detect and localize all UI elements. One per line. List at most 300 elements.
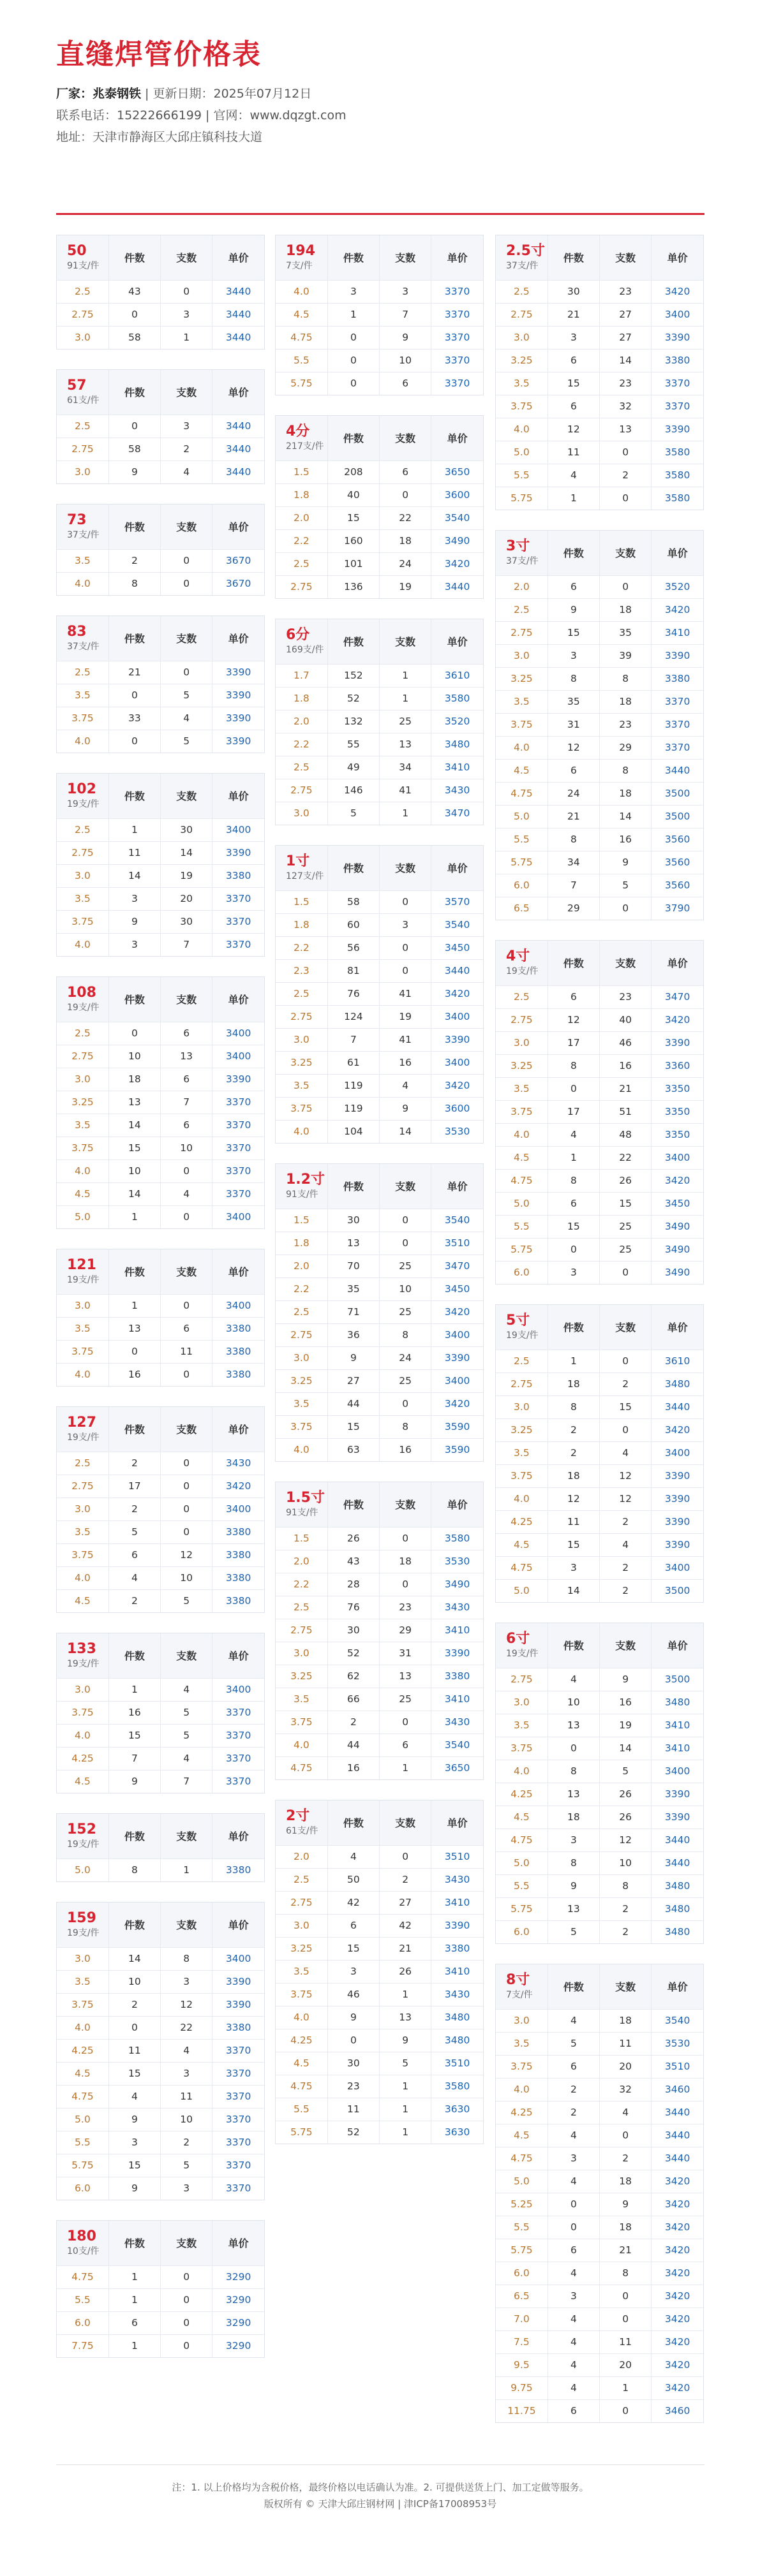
thickness-cell: 4.75 <box>496 1169 548 1192</box>
price-cell: 3600 <box>431 1097 483 1120</box>
price-cell: 3430 <box>431 1596 483 1619</box>
header-pieces: 件数 <box>327 1164 379 1209</box>
header-pieces: 件数 <box>548 941 599 985</box>
count-cell: 10 <box>380 349 431 372</box>
count-cell: 8 <box>600 667 652 690</box>
pieces-cell: 0 <box>108 1340 160 1363</box>
pieces-per-bundle: 217支/件 <box>286 441 324 452</box>
count-cell: 12 <box>161 1993 212 2016</box>
header-count: 支数 <box>380 235 431 280</box>
header-price: 单价 <box>431 1482 483 1527</box>
count-cell: 1 <box>380 2075 431 2098</box>
table-header-row <box>57 1903 264 1947</box>
thickness-cell: 5.0 <box>57 1858 108 1881</box>
thickness-cell: 5.0 <box>496 1851 548 1874</box>
pieces-cell: 6 <box>327 1914 379 1937</box>
count-cell: 0 <box>161 2288 212 2311</box>
table-row <box>276 664 483 687</box>
count-cell: 41 <box>380 1028 431 1051</box>
pieces-cell: 6 <box>548 395 599 418</box>
price-cell: 3370 <box>652 372 703 395</box>
header-count: 支数 <box>161 977 212 1022</box>
count-cell: 1 <box>380 802 431 825</box>
thickness-cell: 4.25 <box>496 1783 548 1806</box>
count-cell: 0 <box>380 1527 431 1550</box>
price-cell: 3420 <box>652 280 703 303</box>
header-count: 支数 <box>380 846 431 890</box>
spec-header <box>496 1964 548 2009</box>
price-cell: 3390 <box>212 1970 264 1993</box>
thickness-cell: 5.5 <box>276 2098 327 2121</box>
price-cell: 3440 <box>225 332 251 344</box>
table-row <box>57 2108 264 2131</box>
price-block <box>56 369 265 484</box>
table-row <box>276 1255 483 1277</box>
pieces-per-bundle: 127支/件 <box>286 871 324 881</box>
price-cell: 3490 <box>431 529 483 552</box>
price-cell: 3440 <box>431 959 483 982</box>
price-block <box>56 1902 265 2200</box>
count-cell: 30 <box>161 910 212 933</box>
price-cell: 3450 <box>652 1192 703 1215</box>
thickness-cell: 3.0 <box>276 1642 327 1665</box>
price-cell: 3670 <box>225 578 251 590</box>
page-footer <box>56 2464 704 2512</box>
header-price: 单价 <box>212 370 264 415</box>
pieces-cell: 40 <box>327 483 379 506</box>
price-cell: 3500 <box>664 1585 690 1597</box>
table-row <box>276 1005 483 1028</box>
count-cell: 12 <box>600 1829 652 1851</box>
pieces-cell: 21 <box>548 805 599 828</box>
count-cell: 13 <box>380 2006 431 2029</box>
pieces-cell: 9 <box>108 2108 160 2131</box>
table-row <box>496 2170 703 2193</box>
thickness-cell: 3.0 <box>57 1678 108 1701</box>
table-header-row <box>57 977 264 1022</box>
table-header-row <box>496 941 703 985</box>
count-cell: 21 <box>380 1937 431 1960</box>
thickness-cell: 3.5 <box>57 887 108 910</box>
spec-name: 5寸 <box>506 1312 530 1328</box>
table-row <box>276 779 483 802</box>
price-cell: 3410 <box>431 756 483 779</box>
pieces-cell: 14 <box>108 1114 160 1137</box>
price-cell: 3460 <box>652 2078 703 2101</box>
spec-header <box>276 416 327 460</box>
footer-note: 注：1. 以上价格均为含税价格，最终价格以电话确认为准。2. 可提供送货上门、加工定做等服务。 <box>172 2482 589 2493</box>
pieces-cell: 2 <box>548 1441 599 1464</box>
table-row <box>57 910 264 933</box>
table-row <box>276 1074 483 1097</box>
pieces-cell: 0 <box>327 2029 379 2052</box>
thickness-cell: 4.0 <box>276 280 327 303</box>
price-block <box>56 773 265 957</box>
count-cell: 9 <box>380 1097 431 1120</box>
spec-name: 4分 <box>286 423 310 439</box>
thickness-cell: 3.25 <box>276 1051 327 1074</box>
spec-header <box>57 370 108 415</box>
pieces-cell: 5 <box>548 2032 599 2055</box>
pieces-per-bundle: 7支/件 <box>506 1989 533 2000</box>
spec-name: 6寸 <box>506 1630 530 1647</box>
count-cell: 14 <box>600 349 652 372</box>
price-block <box>495 530 704 920</box>
pieces-cell: 1 <box>548 1146 599 1169</box>
thickness-cell: 5.0 <box>57 2108 108 2131</box>
table-header-row <box>57 616 264 661</box>
count-cell: 23 <box>600 372 652 395</box>
thickness-cell: 4.0 <box>276 1733 327 1756</box>
table-row <box>496 372 703 395</box>
header-pieces: 件数 <box>108 2221 160 2265</box>
table-row <box>276 733 483 756</box>
price-table <box>496 1964 703 2422</box>
table-row <box>57 1045 264 1068</box>
spec-name: 73 <box>67 512 87 528</box>
count-cell: 0 <box>161 2311 212 2334</box>
price-block <box>275 619 484 825</box>
pieces-per-bundle: 61支/件 <box>67 395 100 406</box>
price-column-3 <box>495 235 704 2443</box>
spec-header <box>57 235 108 280</box>
count-cell: 4 <box>380 1074 431 1097</box>
table-row <box>57 2131 264 2154</box>
price-cell: 3390 <box>652 1510 703 1533</box>
spec-header <box>496 235 548 280</box>
thickness-cell: 1.8 <box>276 483 327 506</box>
table-row <box>276 2121 483 2144</box>
thickness-cell: 4.0 <box>496 418 548 441</box>
pieces-cell: 15 <box>327 1937 379 1960</box>
thickness-cell: 3.25 <box>276 1665 327 1688</box>
price-cell: 3350 <box>652 1077 703 1100</box>
price-cell: 3390 <box>431 1642 483 1665</box>
count-cell: 0 <box>161 1159 212 1182</box>
price-cell: 3500 <box>652 805 703 828</box>
price-cell: 3400 <box>431 1005 483 1028</box>
table-row <box>496 667 703 690</box>
table-row <box>496 1579 703 1602</box>
header-count: 支数 <box>600 531 652 575</box>
price-table <box>276 846 483 1143</box>
price-table <box>496 941 703 1284</box>
pieces-cell: 5 <box>327 802 379 825</box>
price-cell: 3380 <box>225 1369 251 1381</box>
header-price: 单价 <box>212 977 264 1022</box>
pieces-cell: 13 <box>108 1091 160 1114</box>
thickness-cell: 5.0 <box>496 2170 548 2193</box>
spec-name: 133 <box>67 1640 96 1657</box>
spec-header <box>276 1800 327 1845</box>
table-row <box>496 1556 703 1579</box>
count-cell: 10 <box>161 2108 212 2131</box>
count-cell: 4 <box>161 2039 212 2062</box>
price-cell: 3540 <box>431 1209 483 1232</box>
price-cell: 3440 <box>212 438 264 460</box>
price-cell: 3440 <box>212 280 264 303</box>
table-row <box>276 575 483 598</box>
header-pieces: 件数 <box>108 370 160 415</box>
header-price: 单价 <box>212 1407 264 1452</box>
price-cell: 3350 <box>652 1123 703 1146</box>
thickness-cell: 4.0 <box>496 1123 548 1146</box>
pieces-cell: 46 <box>327 1983 379 2006</box>
table-row <box>496 487 703 510</box>
pieces-cell: 0 <box>108 684 160 707</box>
table-row <box>57 326 264 349</box>
count-cell: 3 <box>161 303 212 326</box>
thickness-cell: 3.0 <box>57 1947 108 1970</box>
table-header-row <box>57 1249 264 1294</box>
pieces-cell: 58 <box>108 438 160 460</box>
price-cell: 3580 <box>652 441 703 464</box>
spec-header <box>57 1633 108 1678</box>
pieces-cell: 3 <box>548 1556 599 1579</box>
pieces-cell: 11 <box>108 841 160 864</box>
count-cell: 19 <box>380 1005 431 1028</box>
thickness-cell: 2.75 <box>57 438 108 460</box>
thickness-cell: 5.0 <box>496 805 548 828</box>
price-cell: 3670 <box>212 549 264 572</box>
count-cell: 27 <box>380 1891 431 1914</box>
thickness-cell: 11.75 <box>496 2399 548 2422</box>
pieces-cell: 49 <box>327 756 379 779</box>
pieces-cell: 0 <box>548 1238 599 1261</box>
count-cell: 2 <box>600 1579 652 1602</box>
pieces-cell: 30 <box>327 1619 379 1642</box>
count-cell: 19 <box>380 575 431 598</box>
price-block <box>495 940 704 1284</box>
count-cell: 14 <box>600 1737 652 1760</box>
count-cell: 5 <box>380 2052 431 2075</box>
pieces-cell: 0 <box>548 2216 599 2239</box>
table-row <box>496 575 703 598</box>
header-pieces: 件数 <box>108 774 160 818</box>
table-row <box>496 985 703 1008</box>
thickness-cell: 2.75 <box>57 1475 108 1498</box>
pieces-cell: 61 <box>327 1051 379 1074</box>
pieces-cell: 24 <box>548 782 599 805</box>
table-row <box>276 1028 483 1051</box>
count-cell: 6 <box>380 372 431 395</box>
website: 官网：www.dqzgt.com <box>213 108 346 122</box>
count-cell: 0 <box>380 959 431 982</box>
thickness-cell: 2.2 <box>276 936 327 959</box>
count-cell: 12 <box>600 1464 652 1487</box>
price-table <box>57 1814 264 1881</box>
count-cell: 6 <box>161 1317 212 1340</box>
count-cell: 0 <box>161 2334 212 2357</box>
count-cell: 7 <box>380 303 431 326</box>
count-cell: 0 <box>161 1520 212 1543</box>
thickness-cell: 5.75 <box>496 851 548 874</box>
table-row <box>57 730 264 753</box>
price-cell: 3420 <box>652 2307 703 2330</box>
table-row <box>496 1008 703 1031</box>
table-row <box>276 1619 483 1642</box>
pieces-cell: 14 <box>108 864 160 887</box>
thickness-cell: 4.25 <box>496 1510 548 1533</box>
count-cell: 0 <box>380 1845 431 1868</box>
table-row <box>57 1543 264 1566</box>
price-block <box>495 1964 704 2423</box>
header-count: 支数 <box>380 1482 431 1527</box>
thickness-cell: 3.75 <box>496 713 548 736</box>
count-cell: 18 <box>600 2009 652 2032</box>
table-row <box>57 1294 264 1317</box>
table-row <box>496 1737 703 1760</box>
thickness-cell: 4.25 <box>57 2039 108 2062</box>
meta-line-2: 联系电话：15222666199 | 官网：www.dqzgt.com <box>56 108 346 122</box>
count-cell: 0 <box>161 1294 212 1317</box>
header-count: 支数 <box>380 1800 431 1845</box>
count-cell: 39 <box>600 644 652 667</box>
thickness-cell: 2.0 <box>276 710 327 733</box>
table-row <box>276 913 483 936</box>
pieces-cell: 4 <box>108 1566 160 1589</box>
count-cell: 12 <box>161 1543 212 1566</box>
price-cell: 3390 <box>212 707 264 730</box>
count-cell: 19 <box>161 864 212 887</box>
price-cell: 3510 <box>431 1845 483 1868</box>
count-cell: 4 <box>161 1747 212 1770</box>
header-price: 单价 <box>212 504 264 549</box>
table-row <box>496 1441 703 1464</box>
price-table <box>57 504 264 595</box>
pieces-cell: 9 <box>327 1346 379 1369</box>
price-cell: 3580 <box>431 2075 483 2098</box>
header-price: 单价 <box>212 1249 264 1294</box>
price-cell: 3400 <box>225 1211 251 1223</box>
count-cell: 18 <box>600 782 652 805</box>
pieces-cell: 3 <box>548 2285 599 2307</box>
thickness-cell: 3.0 <box>276 1028 327 1051</box>
table-row <box>276 756 483 779</box>
count-cell: 9 <box>600 2193 652 2216</box>
price-table <box>57 1633 264 1793</box>
table-row <box>57 661 264 684</box>
spec-name: 3寸 <box>506 538 530 554</box>
price-cell: 3570 <box>431 890 483 913</box>
table-row <box>276 1392 483 1415</box>
price-cell: 3390 <box>652 1806 703 1829</box>
thickness-cell: 4.0 <box>496 1487 548 1510</box>
pieces-cell: 81 <box>327 959 379 982</box>
count-cell: 9 <box>380 326 431 349</box>
price-cell: 3370 <box>431 303 483 326</box>
price-cell: 3650 <box>444 1762 470 1774</box>
table-row <box>496 851 703 874</box>
price-cell: 3370 <box>212 2062 264 2085</box>
price-cell: 3390 <box>652 418 703 441</box>
table-row <box>276 1596 483 1619</box>
table-row <box>496 2262 703 2285</box>
price-cell: 3420 <box>652 2262 703 2285</box>
table-row <box>57 1159 264 1182</box>
price-cell: 3400 <box>212 1022 264 1045</box>
price-cell: 3390 <box>212 661 264 684</box>
pieces-cell: 4 <box>548 464 599 487</box>
table-row <box>276 687 483 710</box>
table-row <box>496 2009 703 2032</box>
count-cell: 2 <box>380 1868 431 1891</box>
pieces-cell: 8 <box>108 572 160 595</box>
price-cell: 3420 <box>431 1392 483 1415</box>
table-row <box>496 782 703 805</box>
spec-header <box>57 977 108 1022</box>
pieces-cell: 4 <box>548 2376 599 2399</box>
header-pieces: 件数 <box>548 1623 599 1668</box>
pieces-cell: 2 <box>108 1498 160 1520</box>
thickness-cell: 3.5 <box>276 1074 327 1097</box>
table-row <box>496 2330 703 2353</box>
price-cell: 3420 <box>652 2285 703 2307</box>
thickness-cell: 4.0 <box>57 1159 108 1182</box>
spec-header <box>276 846 327 890</box>
thickness-cell: 3.25 <box>496 1418 548 1441</box>
table-row <box>57 2177 264 2200</box>
table-row <box>57 2311 264 2334</box>
pieces-cell: 1 <box>108 2334 160 2357</box>
price-cell: 3410 <box>652 1714 703 1737</box>
phone: 联系电话：15222666199 <box>56 108 202 122</box>
table-row <box>496 349 703 372</box>
pieces-cell: 35 <box>327 1277 379 1300</box>
thickness-cell: 5.5 <box>276 349 327 372</box>
table-row <box>496 598 703 621</box>
count-cell: 0 <box>600 441 652 464</box>
table-row <box>276 1960 483 1983</box>
table-row <box>496 2055 703 2078</box>
count-cell: 16 <box>600 1691 652 1714</box>
header-pieces: 件数 <box>548 1964 599 2009</box>
spec-header <box>276 1164 327 1209</box>
price-cell: 3370 <box>431 349 483 372</box>
spec-header <box>276 1482 327 1527</box>
meta-line-3 <box>56 126 704 148</box>
thickness-cell: 4.0 <box>57 1363 108 1386</box>
pieces-cell: 76 <box>327 982 379 1005</box>
table-row <box>276 326 483 349</box>
pieces-cell: 58 <box>108 326 160 349</box>
table-row <box>57 1520 264 1543</box>
count-cell: 26 <box>600 1783 652 1806</box>
price-cell: 3390 <box>212 1993 264 2016</box>
thickness-cell: 6.5 <box>496 2285 548 2307</box>
thickness-cell: 2.75 <box>57 841 108 864</box>
pieces-cell: 13 <box>548 1897 599 1920</box>
price-cell: 3370 <box>212 1182 264 1205</box>
price-cell: 3410 <box>431 1688 483 1711</box>
pieces-cell: 101 <box>327 552 379 575</box>
thickness-cell: 3.75 <box>496 1100 548 1123</box>
table-row <box>276 1550 483 1573</box>
count-cell: 23 <box>600 713 652 736</box>
count-cell: 21 <box>600 2239 652 2262</box>
price-cell: 3440 <box>444 581 470 593</box>
price-cell: 3430 <box>431 1983 483 2006</box>
count-cell: 0 <box>161 572 212 595</box>
price-cell: 3420 <box>652 2239 703 2262</box>
price-cell: 3480 <box>652 1691 703 1714</box>
table-row <box>276 1891 483 1914</box>
table-header-row <box>57 1407 264 1452</box>
table-row <box>496 1031 703 1054</box>
thickness-cell: 2.0 <box>276 1255 327 1277</box>
thickness-cell: 2.75 <box>276 1323 327 1346</box>
thickness-cell: 5.0 <box>496 1579 548 1602</box>
